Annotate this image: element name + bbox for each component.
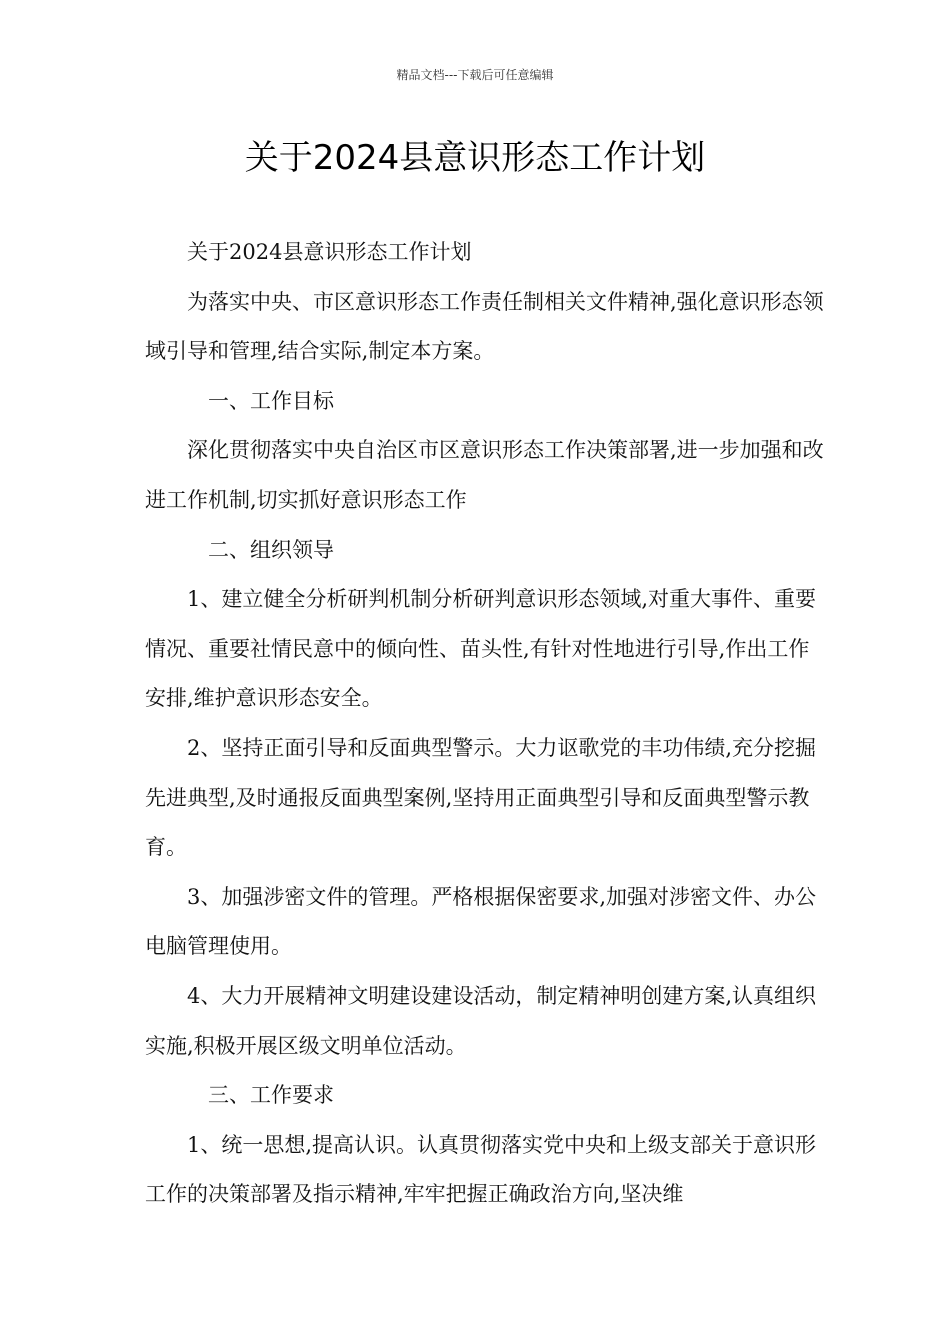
paragraph-item-3: 3、加强涉密文件的管理。严格根据保密要求,加强对涉密文件、办公电脑管理使用。 bbox=[145, 884, 817, 959]
section-heading-goals: 一、工作目标 bbox=[208, 388, 334, 413]
section-heading-requirements: 三、工作要求 bbox=[208, 1083, 334, 1108]
paragraph-goals: 深化贯彻落实中央自治区市区意识形态工作决策部署,进一步加强和改进工作机制,切实抓好意识形态工作 bbox=[145, 438, 824, 512]
paragraph-item-2: 2、坚持正面引导和反面典型警示。大力讴歌党的丰功伟绩,充分挖掘先进典型,及时通报反面典型案例,坚持用正面典型引导和反面典型警示教育。 bbox=[145, 735, 817, 860]
paragraph-requirement-1: 1、统一思想,提高认识。认真贯彻落实党中央和上级支部关于意识形工作的决策部署及指示精神,牢牢把握正确政治方向,坚决维 bbox=[145, 1132, 817, 1207]
paragraph-item-4: 4、大力开展精神文明建设建设活动，制定精神明创建方案,认真组织实施,积极开展区级文明单位活动。 bbox=[145, 983, 817, 1058]
intro-title-line: 关于2024县意识形态工作计划 bbox=[187, 240, 472, 264]
document-title: 关于2024县意识形态工作计划 bbox=[244, 138, 706, 178]
section-heading-leadership: 二、组织领导 bbox=[208, 537, 334, 562]
paragraph-item-1: 1、建立健全分析研判机制分析研判意识形态领域,对重大事件、重要情况、重要社情民意中的倾向性、苗头性,有针对性地进行引导,作出工作安排,维护意识形态安全。 bbox=[145, 587, 817, 711]
document-body bbox=[145, 228, 825, 1220]
header-note: 精品文档---下载后可任意编辑 bbox=[396, 68, 554, 82]
paragraph-purpose: 为落实中央、市区意识形态工作责任制相关文件精神,强化意识形态领域引导和管理,结合实际,制定本方案。 bbox=[145, 289, 824, 364]
